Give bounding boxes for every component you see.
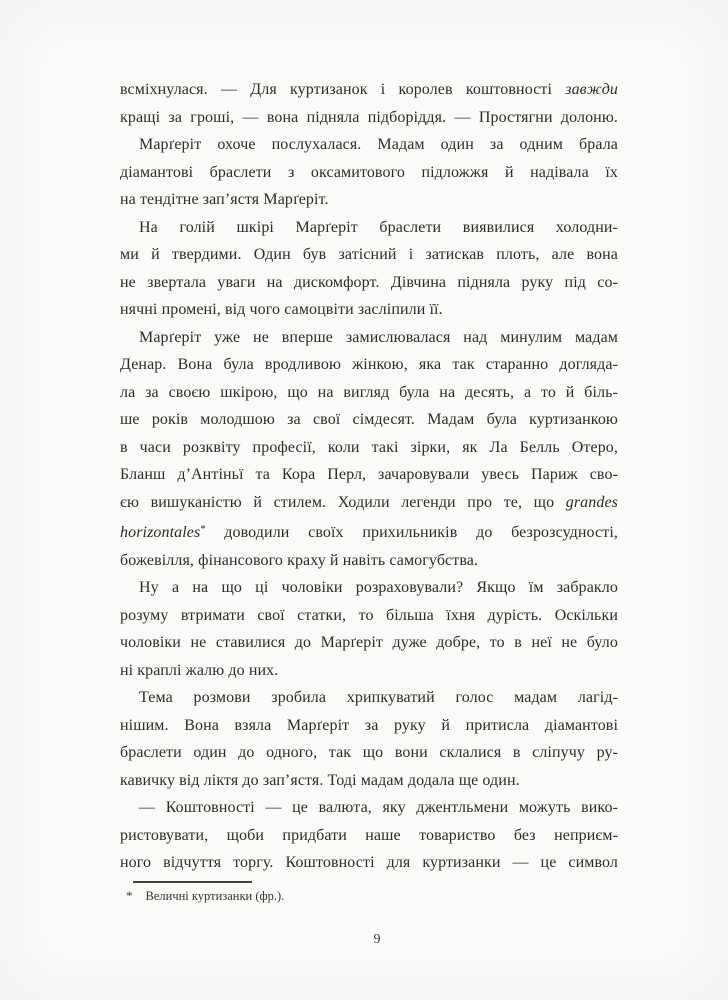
text-line — [120, 214, 618, 242]
text-segment: доводили своїх прихильників до безрозсудності, — [205, 524, 618, 541]
paragraph — [120, 76, 618, 131]
text-segment: Ну а на що ці чоловіки розраховували? Якщо їм забракло — [139, 579, 618, 596]
text-line — [120, 822, 618, 850]
text-line — [120, 296, 618, 324]
text-line — [120, 602, 618, 630]
paragraph — [120, 794, 618, 877]
text-line — [120, 131, 618, 159]
text-segment: На голій шкірі Марґеріт браслети виявилися холодни- — [139, 218, 618, 236]
page-number: 9 — [373, 932, 381, 947]
text-segment: Марґеріт уже не вперше замислювалася над минулим мадам — [139, 328, 618, 346]
text-segment: Тема розмови зробила хрипкуватий голос мадам лагід- — [139, 689, 618, 706]
text-segment: Денар. Вона була вродливою жінкою, яка так старанно догляда- — [120, 356, 618, 373]
text-segment: чоловіки не ставилися до Марґеріт дуже добре, то в неї не було — [120, 634, 618, 651]
text-segment: в часи розквіту професії, коли такі зірки, як Ла Белль Отеро, — [120, 438, 618, 456]
text-segment: не звертала уваги на дискомфорт. Дівчина підняла руку під со- — [120, 273, 618, 291]
paragraph — [120, 324, 618, 575]
text-block — [120, 76, 618, 877]
text-segment: Бланш д’Антіньї та Кора Перл, зачаровували увесь Париж сво- — [120, 466, 618, 483]
italic-text: завжди — [565, 81, 618, 98]
text-line — [120, 159, 618, 187]
text-segment: діамантові браслети з оксамитового підложжя й надівала їх — [120, 163, 618, 181]
footnote-divider — [133, 881, 252, 883]
text-segment: на тендітне зап’ястя Марґеріт. — [120, 191, 329, 208]
text-line — [120, 684, 618, 712]
text-line — [120, 186, 618, 214]
footnote-text: Величні куртизанки (фр.). — [145, 889, 285, 903]
text-segment: ше років молодшою за свої сімдесят. Мадам була куртизанкою — [120, 411, 618, 428]
text-line — [120, 461, 618, 489]
text-segment: нішим. Вона взяла Марґеріт за руку й притисла діамантові — [120, 716, 618, 734]
italic-text: horizontales — [120, 524, 201, 541]
text-line — [120, 379, 618, 407]
text-line — [120, 351, 618, 379]
text-segment: Марґеріт охоче послухалася. Мадам один за одним брала — [139, 136, 618, 153]
text-segment: божевілля, фінансового краху й навіть самогубства. — [120, 551, 479, 569]
paragraph — [120, 131, 618, 214]
text-segment: ла за своєю шкірою, що на вигляд була на десять, а то й біль- — [120, 383, 618, 401]
text-line — [120, 269, 618, 297]
text-line — [120, 657, 618, 685]
paragraph — [120, 684, 618, 794]
text-segment: кавичку від ліктя до зап’ястя. Тоді мадам додала ще один. — [120, 771, 520, 789]
text-segment: розуму втримати свої статки, то більша їхня дурість. Оскільки — [120, 606, 618, 624]
text-line — [120, 739, 618, 767]
text-segment: всміхнулася. — Для куртизанок і королев коштовності — [120, 81, 566, 98]
text-line — [120, 794, 618, 822]
text-segment: ми й твердими. Один був затісний і затискав плоть, але вона — [120, 246, 618, 263]
text-line — [120, 712, 618, 740]
footnote-reference-marker: * — [200, 524, 206, 535]
text-segment: браслети один до одного, так що вони склалися в сліпучу ру- — [120, 744, 618, 761]
text-line — [120, 76, 618, 104]
text-line — [120, 489, 618, 517]
text-line — [120, 516, 618, 547]
text-line — [120, 324, 618, 352]
text-segment: нячні промені, від чого самоцвіти засліпили її. — [120, 301, 443, 318]
text-line — [120, 104, 618, 132]
italic-text: grandes — [565, 493, 618, 511]
text-segment: ристовувати, щоби придбати наше товариство без неприєм- — [120, 826, 618, 844]
text-segment: — Коштовності — це валюта, яку джентльмени можуть вико- — [139, 799, 618, 816]
text-line — [120, 767, 618, 795]
text-segment: єю вишуканістю й стилем. Ходили легенди про те, що — [120, 493, 566, 511]
text-line — [120, 547, 618, 575]
paragraph — [120, 214, 618, 324]
text-segment: кращі за гроші, — вона підняла підборіддя. — Простягни долоню. — [120, 108, 618, 126]
text-segment: ного відчуття торгу. Коштовності для куртизанки — це символ — [120, 854, 618, 871]
text-line — [120, 574, 618, 602]
footnote — [126, 887, 596, 905]
text-line — [120, 406, 618, 434]
footnote-marker: * — [126, 888, 133, 903]
paragraph — [120, 574, 618, 684]
text-line — [120, 629, 618, 657]
text-segment: ні краплі жалю до них. — [120, 661, 279, 679]
text-line — [120, 849, 618, 877]
text-line — [120, 434, 618, 462]
text-line — [120, 241, 618, 269]
